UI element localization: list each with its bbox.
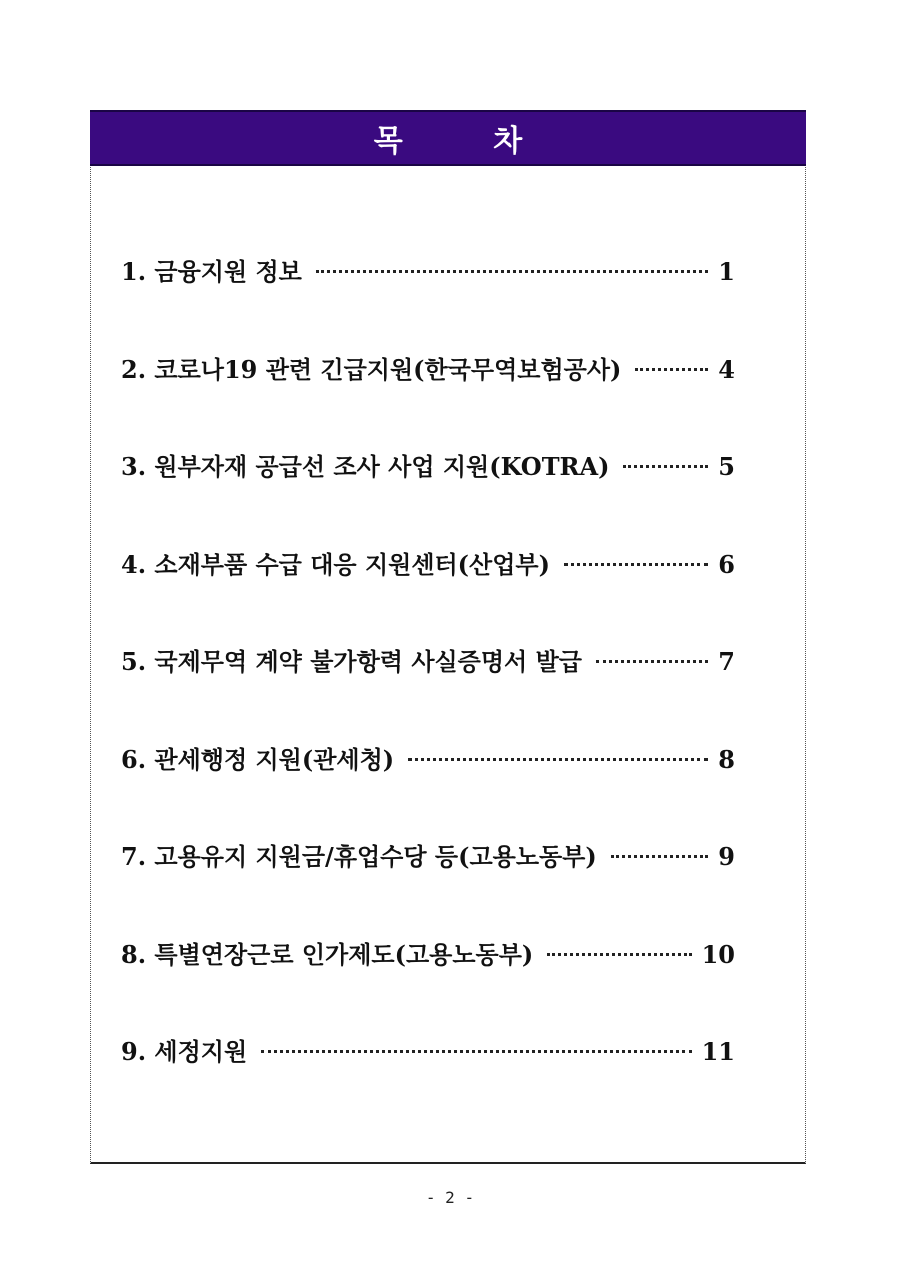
toc-box: [90, 110, 806, 1164]
toc-item-page: 9: [718, 842, 735, 871]
dot-leader: [316, 270, 708, 273]
toc-item-page: 7: [718, 647, 735, 676]
page-number: - 2 -: [425, 1188, 475, 1207]
toc-item-label: 8. 특별연장근로 인가제도(고용노동부): [121, 939, 534, 969]
toc-item-label: 3. 원부자재 공급선 조사 사업 지원(KOTRA): [121, 452, 610, 481]
toc-item-page: 8: [718, 744, 735, 774]
toc-header: [90, 110, 806, 166]
toc-item-label: 5. 국제무역 계약 불가항력 사실증명서 발급: [121, 647, 582, 676]
toc-item-7[interactable]: [121, 837, 735, 935]
toc-item-page: 1: [718, 257, 735, 286]
dot-leader: [635, 368, 708, 371]
toc-title: 목 차: [373, 124, 563, 159]
toc-item-1[interactable]: [121, 252, 735, 350]
toc-item-label: 6. 관세행정 지원(관세청): [121, 744, 395, 774]
dot-leader: [611, 855, 709, 858]
dot-leader: [623, 465, 708, 468]
dot-leader: [261, 1050, 691, 1053]
toc-item-label: 1. 금융지원 정보: [121, 257, 302, 286]
dot-leader: [547, 953, 691, 956]
toc-item-8[interactable]: [121, 935, 735, 1033]
toc-item-9[interactable]: [121, 1032, 735, 1130]
toc-item-2[interactable]: [121, 350, 735, 448]
toc-item-label: 7. 고용유지 지원금/휴업수당 등(고용노동부): [121, 842, 597, 871]
toc-item-3[interactable]: [121, 447, 735, 545]
toc-item-page: 5: [718, 452, 735, 481]
toc-item-label: 4. 소재부품 수급 대응 지원센터(산업부): [121, 549, 550, 579]
dot-leader: [596, 660, 708, 663]
toc-list: [121, 252, 735, 1130]
toc-item-6[interactable]: [121, 740, 735, 838]
dot-leader: [564, 563, 708, 566]
toc-item-label: 2. 코로나19 관련 긴급지원(한국무역보험공사): [121, 354, 622, 384]
toc-item-page: 6: [718, 549, 735, 579]
toc-item-page: 11: [701, 1037, 735, 1066]
toc-item-page: 10: [701, 939, 735, 969]
toc-item-page: 4: [718, 354, 735, 384]
toc-item-4[interactable]: [121, 545, 735, 643]
dot-leader: [408, 758, 708, 761]
toc-item-5[interactable]: [121, 642, 735, 740]
toc-item-label: 9. 세정지원: [121, 1037, 248, 1066]
